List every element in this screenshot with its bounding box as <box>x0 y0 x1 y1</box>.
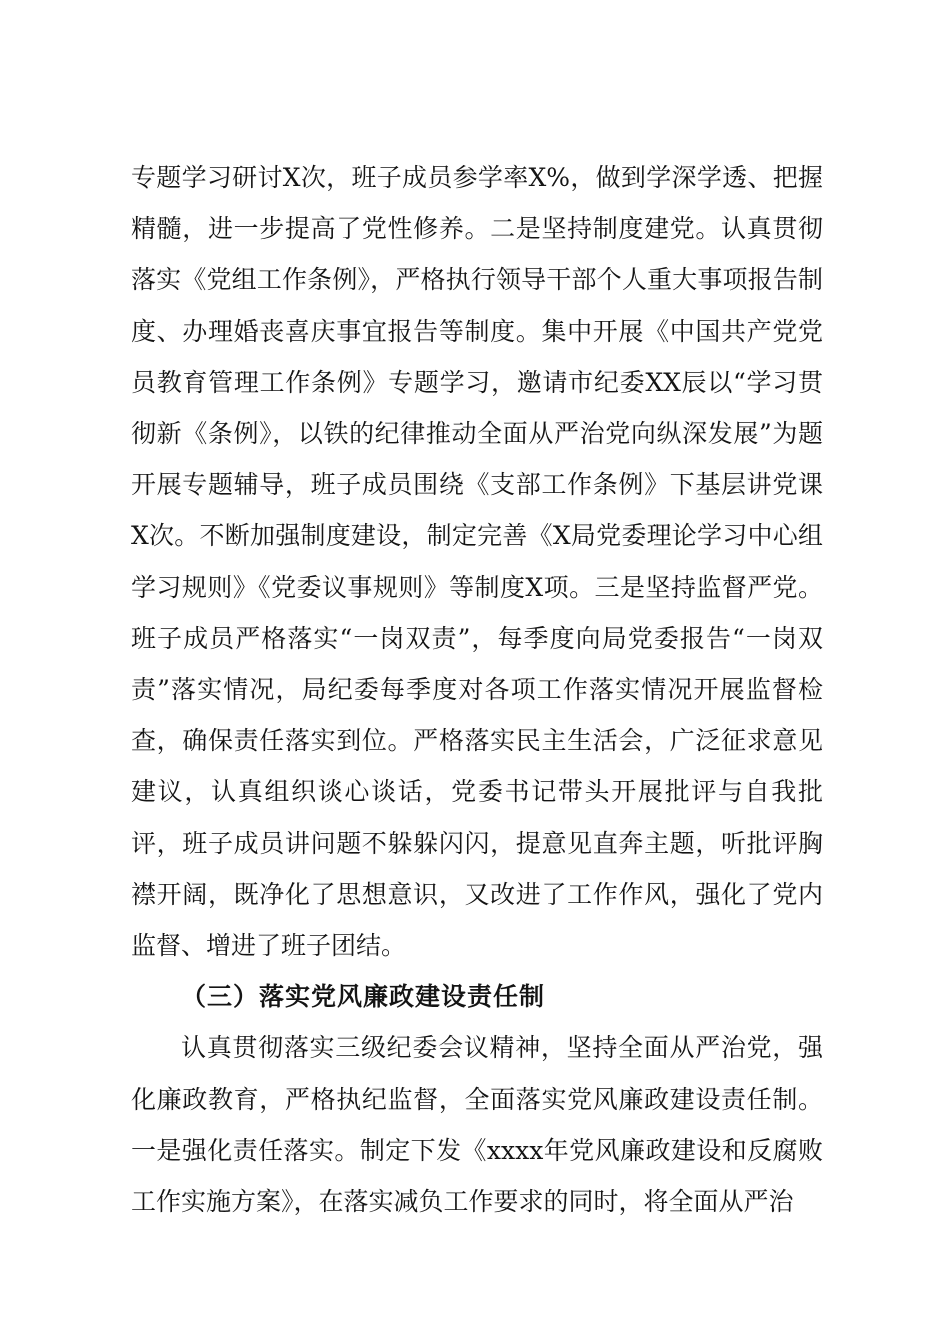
paragraph-section-three: 认真贯彻落实三级纪委会议精神，坚持全面从严治党，强化廉政教育，严格执纪监督，全面落实党风廉政建设责任制。一是强化责任落实。制定下发《xxxx年党风廉政建设和反腐败工作实施方案》，在落实减负工作要求的同时，将全面从严治 <box>131 1033 823 1217</box>
section-heading: （三）落实党风廉政建设责任制 <box>181 982 546 1012</box>
paragraph-continued: 专题学习研讨X次，班子成员参学率X%，做到学深学透、把握精髓，进一步提高了党性修养。二是坚持制度建党。认真贯彻落实《党组工作条例》，严格执行领导干部个人重大事项报告制度、办理婚丧喜庆事宜报告等制度。集中开展《中国共产党党员教育管理工作条例》专题学习，邀请市纪委XX辰以“学习贯彻新《条例》，以铁的纪律推动全面从严治党向纵深发展”为题开展专题辅导，班子成员围绕《支部工作条例》下基层讲党课X次。不断加强制度建设，制定完善《X局党委理论学习中心组学习规则》《党委议事规则》等制度X项。三是坚持监督严党。班子成员严格落实“一岗双责”，每季度向局党委报告“一岗双责”落实情况，局纪委每季度对各项工作落实情况开展监督检查，确保责任落实到位。严格落实民主生活会，广泛征求意见建议，认真组织谈心谈话，党委书记带头开展批评与自我批评，班子成员讲问题不躲躲闪闪，提意见直奔主题，听批评胸襟开阔，既净化了思想意识，又改进了工作作风，强化了党内监督、增进了班子团结。 <box>131 163 823 961</box>
body-text <box>131 152 823 1227</box>
